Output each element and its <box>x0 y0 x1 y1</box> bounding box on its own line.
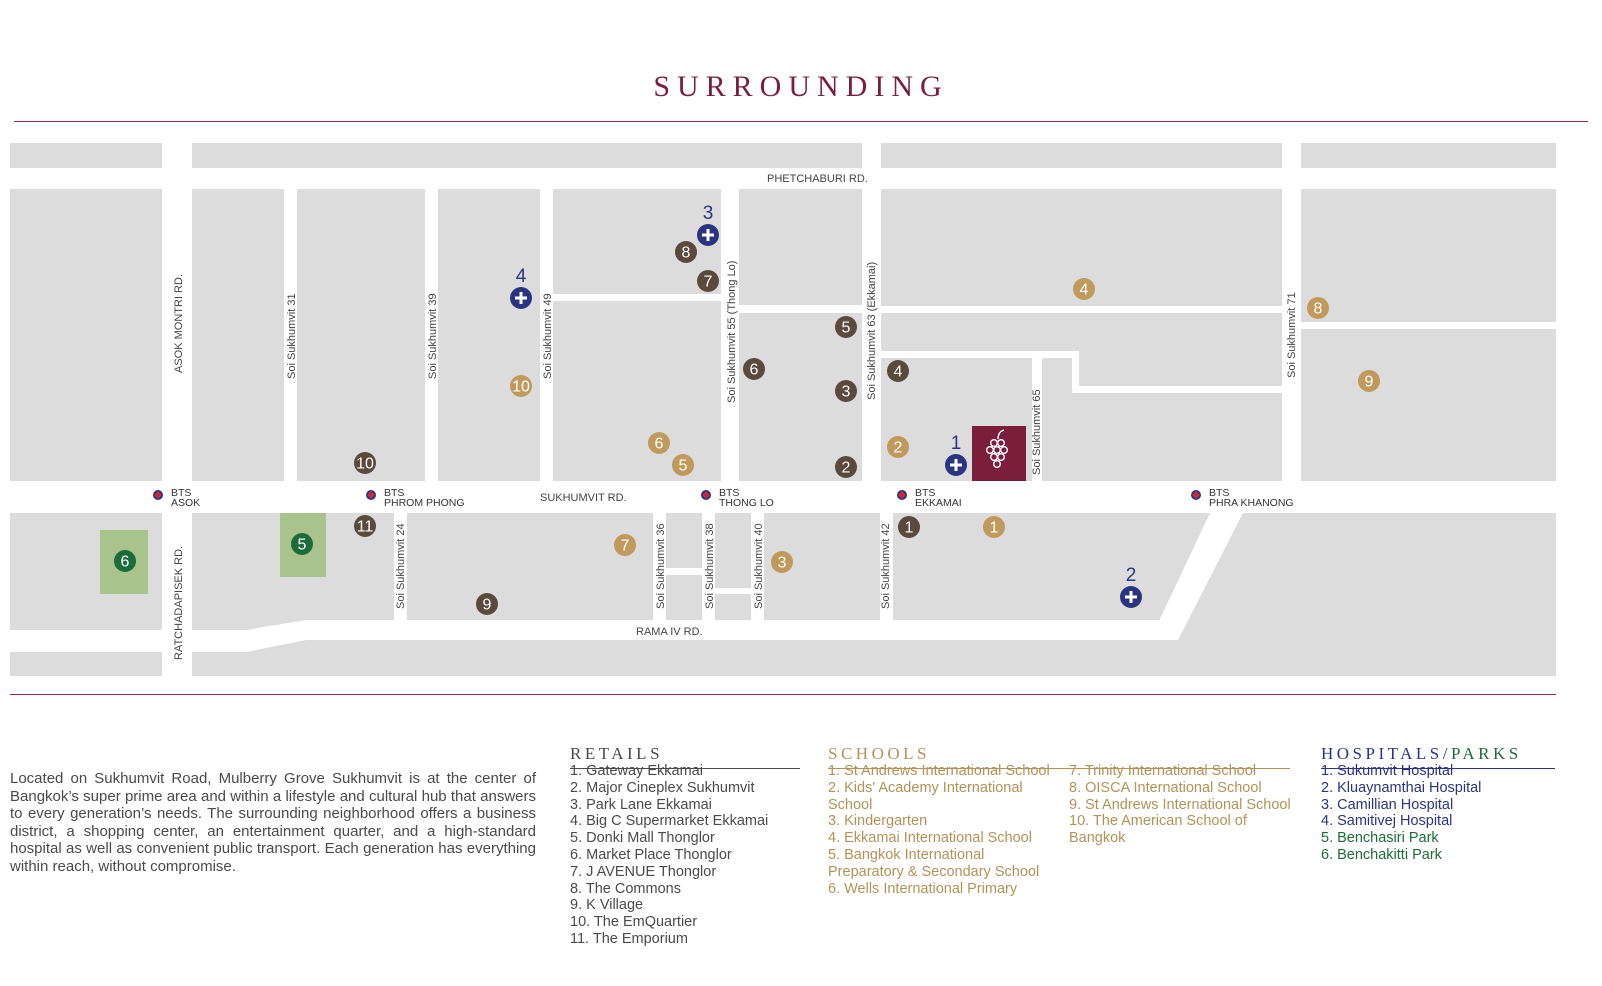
road-label-rama4: RAMA IV RD. <box>636 626 703 638</box>
road-label-asok-montri: ASOK MONTRI RD. <box>173 273 185 373</box>
retail-pin-7[interactable] <box>697 270 719 292</box>
list-item[interactable]: 10. The American School of Bangkok <box>1069 813 1247 847</box>
svg-text:10: 10 <box>512 378 530 396</box>
svg-text:1: 1 <box>989 519 999 537</box>
school-pin-9[interactable] <box>1358 370 1380 392</box>
road-label-soi42: Soi Sukhumvit 42 <box>880 523 892 609</box>
retail-pin-4[interactable] <box>887 360 909 382</box>
road-label-soi65: Soi Sukhumvit 65 <box>1031 389 1043 475</box>
list-item[interactable]: 2. Kluaynamthai Hospital <box>1321 779 1482 796</box>
school-pin-5[interactable] <box>672 454 694 476</box>
hospitals-heading: HOSPITALS/ <box>1321 744 1451 763</box>
retail-pin-1[interactable] <box>898 516 920 538</box>
svg-text:4: 4 <box>893 363 903 381</box>
list-item[interactable]: 3. Kindergarten <box>828 813 928 830</box>
retail-pin-10[interactable] <box>354 452 376 474</box>
road-label-soi24: Soi Sukhumvit 24 <box>395 523 407 609</box>
retail-pin-9[interactable] <box>476 593 498 615</box>
road-label-soi63: Soi Sukhumvit 63 (Ekkamai) <box>866 261 878 400</box>
bts-label: BTS <box>1209 487 1230 499</box>
school-pin-2[interactable] <box>887 436 909 458</box>
list-item[interactable]: 1. St Andrews International School <box>828 763 1050 779</box>
road-label-soi39: Soi Sukhumvit 39 <box>427 293 439 379</box>
list-item[interactable]: 11. The Emporium <box>570 930 688 947</box>
bts-station-name: PHRA KHANONG <box>1209 497 1294 509</box>
list-item[interactable]: 4. Samitivej Hospital <box>1321 813 1453 830</box>
list-item[interactable]: 9. St Andrews International School <box>1069 796 1291 813</box>
list-item[interactable]: 4. Ekkamai International School <box>828 830 1032 847</box>
schools-list-2 <box>1069 763 1294 847</box>
neighborhood-map[interactable] <box>10 143 1556 676</box>
road-label-phetchaburi: PHETCHABURI RD. <box>767 173 868 185</box>
list-item[interactable]: 6. Wells International Primary <box>828 880 1018 897</box>
svg-text:5: 5 <box>297 536 307 554</box>
list-item[interactable]: 1. Gateway Ekkamai <box>570 763 703 779</box>
road-label-sukhumvit: SUKHUMVIT RD. <box>540 492 627 504</box>
svg-text:8: 8 <box>1313 300 1323 318</box>
list-item[interactable]: 6. Market Place Thonglor <box>570 846 732 863</box>
list-item[interactable]: 6. Benchakitti Park <box>1321 846 1442 863</box>
bts-label: BTS <box>915 487 936 499</box>
road-label-soi38: Soi Sukhumvit 38 <box>704 523 716 609</box>
list-item[interactable]: 8. OISCA International School <box>1069 779 1262 796</box>
svg-text:6: 6 <box>654 435 664 453</box>
list-item[interactable]: 8. The Commons <box>570 880 681 897</box>
retail-pin-3[interactable] <box>835 380 857 402</box>
retail-pin-6[interactable] <box>743 358 765 380</box>
mulberry-grove-logo <box>972 426 1026 481</box>
bts-station-name: THONG LO <box>719 497 774 509</box>
title-divider <box>14 121 1588 122</box>
list-item[interactable]: 9. K Village <box>570 897 644 914</box>
road-label-soi36: Soi Sukhumvit 36 <box>655 523 667 609</box>
list-item[interactable]: 3. Park Lane Ekkamai <box>570 796 712 813</box>
svg-text:4: 4 <box>515 266 527 287</box>
school-pin-7[interactable] <box>614 534 636 556</box>
bts-station-name: ASOK <box>171 497 201 509</box>
parks-heading: PARKS <box>1451 744 1522 763</box>
svg-text:3: 3 <box>777 554 787 572</box>
svg-text:9: 9 <box>482 596 492 614</box>
svg-text:1: 1 <box>904 519 914 537</box>
bts-station-name: EKKAMAI <box>915 497 962 509</box>
map-divider <box>10 694 1556 695</box>
svg-text:6: 6 <box>120 553 130 571</box>
retail-pin-11[interactable] <box>354 515 376 537</box>
list-item[interactable]: 2. Major Cineplex Sukhumvit <box>570 779 755 796</box>
list-item[interactable]: 2. Kids' Academy International School <box>828 779 1023 813</box>
list-item[interactable]: 7. Trinity International School <box>1069 763 1256 779</box>
hospitals-parks-list <box>1321 763 1561 864</box>
bts-icon <box>1191 490 1201 500</box>
bts-label: BTS <box>384 487 405 499</box>
list-item[interactable]: 4. Big C Supermarket Ekkamai <box>570 813 769 830</box>
svg-text:7: 7 <box>703 273 713 291</box>
retail-pin-8[interactable] <box>675 241 697 263</box>
list-item[interactable]: 7. J AVENUE Thonglor <box>570 863 717 880</box>
svg-text:8: 8 <box>681 244 691 262</box>
svg-text:5: 5 <box>841 319 851 337</box>
road-label-soi31: Soi Sukhumvit 31 <box>286 293 298 379</box>
school-pin-10[interactable] <box>510 375 532 397</box>
park-pin-6[interactable] <box>114 550 136 572</box>
list-item[interactable]: 3. Camillian Hospital <box>1321 796 1454 813</box>
svg-text:3: 3 <box>702 203 714 224</box>
svg-text:4: 4 <box>1079 281 1089 299</box>
svg-text:1: 1 <box>950 433 962 454</box>
map-background <box>10 143 1556 676</box>
park-pin-5[interactable] <box>291 533 313 555</box>
bts-icon <box>701 490 711 500</box>
road-label-soi55: Soi Sukhumvit 55 (Thong Lo) <box>726 260 738 403</box>
list-item[interactable]: 5. Benchasiri Park <box>1321 830 1439 847</box>
location-description: Located on Sukhumvit Road, Mulberry Grove Sukhumvit is at the center of Bangkok’s super prime area and within a lifestyle and cultural hub that answers to every generation’s needs. The surrounding neighborhood offers a business district, a shopping center, an entertainment quarter, and a high-standard hospital as well as convenient public transport. Each generation has everything within reach, without compromise. <box>10 770 536 875</box>
bts-station-name: PHROM PHONG <box>384 497 465 509</box>
school-pin-1[interactable] <box>983 516 1005 538</box>
svg-text:7: 7 <box>620 537 630 555</box>
retail-pin-2[interactable] <box>835 456 857 478</box>
list-item[interactable]: 10. The EmQuartier <box>570 914 698 931</box>
school-pin-8[interactable] <box>1307 297 1329 319</box>
svg-text:2: 2 <box>893 439 903 457</box>
page-title: SURROUNDING <box>653 70 949 103</box>
retail-pin-5[interactable] <box>835 316 857 338</box>
svg-text:11: 11 <box>356 518 374 536</box>
svg-text:5: 5 <box>678 457 688 475</box>
bts-icon <box>153 490 163 500</box>
road-label-soi49: Soi Sukhumvit 49 <box>542 293 554 379</box>
bts-icon <box>897 490 907 500</box>
retails-list <box>570 763 810 948</box>
schools-list-1 <box>828 763 1058 897</box>
svg-text:9: 9 <box>1364 373 1374 391</box>
road-label-soi71: Soi Sukhumvit 71 <box>1286 292 1298 378</box>
bts-label: BTS <box>171 487 192 499</box>
svg-text:2: 2 <box>1125 565 1137 586</box>
svg-text:2: 2 <box>841 459 851 477</box>
school-pin-4[interactable] <box>1073 278 1095 300</box>
bts-label: BTS <box>719 487 740 499</box>
bts-icon <box>366 490 376 500</box>
school-pin-3[interactable] <box>771 551 793 573</box>
road-label-ratchadapisek: RATCHADAPISEK RD. <box>173 545 185 660</box>
school-pin-6[interactable] <box>648 432 670 454</box>
svg-text:3: 3 <box>841 383 851 401</box>
svg-text:6: 6 <box>749 361 759 379</box>
schools-heading: SCHOOLS <box>828 744 1290 769</box>
svg-text:10: 10 <box>356 455 374 473</box>
list-item[interactable]: 5. Donki Mall Thonglor <box>570 830 715 847</box>
list-item[interactable]: 5. Bangkok International Preparatory & Secondary School <box>828 846 1040 880</box>
road-label-soi40: Soi Sukhumvit 40 <box>753 523 765 609</box>
list-item[interactable]: 1. Sukumvit Hospital <box>1321 763 1454 779</box>
retails-heading: RETAILS <box>570 744 800 769</box>
